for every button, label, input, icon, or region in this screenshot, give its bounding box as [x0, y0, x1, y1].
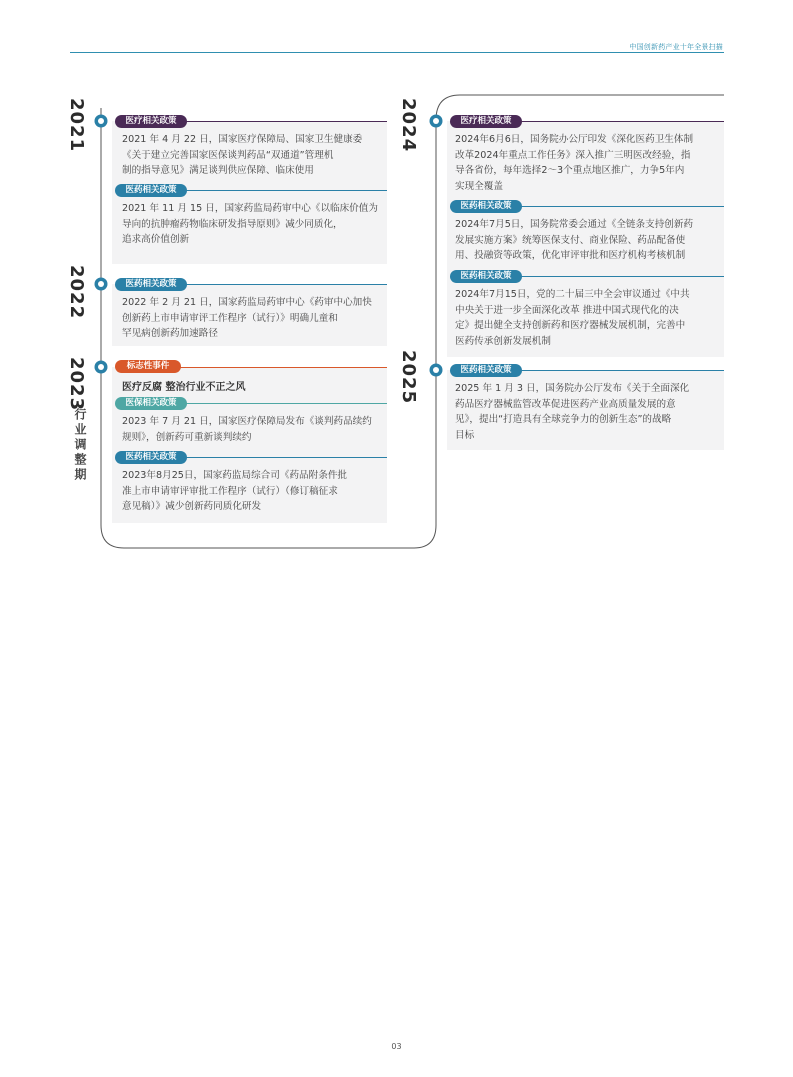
year-2024: 2024 [398, 98, 419, 153]
event-tag: 医药相关政策 [115, 278, 187, 291]
event-text: 2023 年 7 月 21 日，国家医疗保障局发布《谈判药品续约 规则》，创新药可重新谈判续约 [122, 416, 372, 443]
page-number: 03 [391, 1042, 402, 1051]
year-2023: 2023 [66, 357, 87, 412]
event-tag: 医药相关政策 [115, 184, 187, 197]
tag-line [521, 206, 724, 207]
event-text: 2025 年 1 月 3 日，国务院办公厅发布《关于全面深化 药品医疗器械监管改革促进医药产业高质量发展的意 见》，提出“打造具有全球竞争力的创新生态”的战略 目标 [455, 383, 690, 441]
header-title: 中国创新药产业十年全景扫描 [629, 43, 723, 51]
event-tag: 医药相关政策 [450, 364, 522, 377]
event-text: 2021 年 11 月 15 日，国家药监局药审中心《以临床价值为 导向的抗肿瘤药物临床研发指导原则》减少同质化， 追求高价值创新 [122, 203, 378, 245]
tag-line [186, 190, 387, 191]
phase-label: 行业调整期 [73, 408, 87, 483]
tag-line [186, 121, 387, 122]
event-text: 2024年7月15日，党的二十届三中全会审议通过《中共 中央关于进一步全面深化改革 推进中国式现代化的决 定》提出健全支持创新药和医疗器械发展机制，完善中 医药传承创新发展机制 [455, 289, 690, 347]
tag-line [521, 276, 724, 277]
event-tag: 医药相关政策 [450, 270, 522, 283]
timeline-dot-2025 [430, 364, 443, 377]
event-headline: 医疗反腐 整治行业不正之风 [122, 382, 246, 393]
year-2021: 2021 [66, 98, 87, 153]
event-tag: 医药相关政策 [450, 200, 522, 213]
timeline-dot-2022 [95, 278, 108, 291]
event-text: 2024年6月6日，国务院办公厅印发《深化医药卫生体制 改革2024年重点工作任务》深入推广三明医改经验，指 导各省份，每年选择2～3个重点地区推广，力争5年内 实现全覆盖 [455, 134, 694, 192]
timeline-dot-2023 [95, 361, 108, 374]
tag-line [521, 370, 724, 371]
event-tag: 医保相关政策 [115, 397, 187, 410]
event-tag: 医疗相关政策 [450, 115, 522, 128]
event-text: 2022 年 2 月 21 日，国家药监局药审中心《药审中心加快 创新药上市申请审评工作程序（试行）》明确儿童和 罕见病创新药加速路径 [122, 297, 372, 339]
event-tag: 医疗相关政策 [115, 115, 187, 128]
tag-line [180, 367, 387, 368]
event-tag: 标志性事件 [115, 360, 181, 373]
event-text: 2023年8月25日，国家药监局综合司《药品附条件批 准上市申请审评审批工作程序（试行）（修订稿征求 意见稿）》减少创新药同质化研发 [122, 470, 348, 512]
event-text: 2021 年 4 月 22 日，国家医疗保障局、国家卫生健康委 《关于建立完善国家医保谈判药品“双通道”管理机 制的指导意见》满足谈判供应保障、临床使用 [122, 134, 363, 176]
year-2022: 2022 [66, 265, 87, 320]
tag-line [186, 403, 387, 404]
year-2025: 2025 [398, 350, 419, 405]
timeline-dot-2021 [95, 115, 108, 128]
event-tag: 医药相关政策 [115, 451, 187, 464]
timeline-dot-2024 [430, 115, 443, 128]
tag-line [186, 284, 387, 285]
tag-line [521, 121, 724, 122]
tag-line [186, 457, 387, 458]
event-text: 2024年7月5日，国务院常委会通过《全链条支持创新药 发展实施方案》统筹医保支付、商业保险、药品配备使 用、投融资等政策，优化审评审批和医疗机构考核机制 [455, 219, 694, 261]
